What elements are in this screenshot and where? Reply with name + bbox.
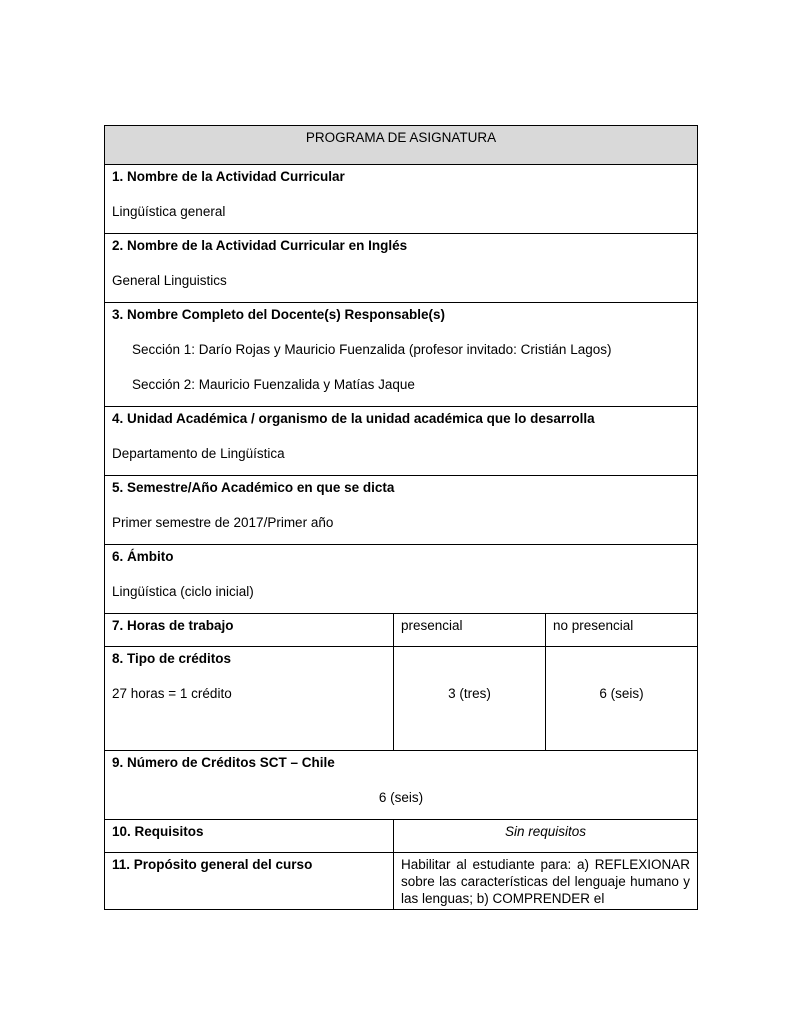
- section-1-label: 1. Nombre de la Actividad Curricular: [112, 169, 345, 184]
- section-10-value: Sin requisitos: [504, 824, 587, 839]
- section-2-row: [105, 234, 698, 303]
- section-8-presencial-value: 3 (tres): [448, 686, 491, 701]
- section-8-col-no-presencial: [546, 647, 698, 751]
- section-11-label-cell: [105, 853, 394, 910]
- section-3-cell: [105, 303, 698, 407]
- section-6-row: [105, 545, 698, 614]
- section-8-label-cell: [105, 647, 394, 751]
- section-5-label: 5. Semestre/Año Académico en que se dicta: [112, 480, 395, 495]
- section-2-cell: [105, 234, 698, 303]
- section-1-row: [105, 165, 698, 234]
- section-7-label-cell: [105, 614, 394, 647]
- section-5-row: [105, 476, 698, 545]
- section-6-label: 6. Ámbito: [112, 549, 174, 564]
- section-7-presencial: presencial: [401, 618, 463, 633]
- section-9-label: 9. Número de Créditos SCT – Chile: [112, 755, 335, 770]
- section-4-cell: [105, 407, 698, 476]
- section-8-row: [105, 647, 698, 751]
- section-7-no-presencial: no presencial: [553, 618, 634, 633]
- section-4-value: Departamento de Lingüística: [112, 446, 285, 461]
- section-9-value: 6 (seis): [378, 790, 424, 805]
- section-9-row: [105, 751, 698, 820]
- section-6-cell: [105, 545, 698, 614]
- section-11-row: [105, 853, 698, 910]
- section-1-value: Lingüística general: [112, 204, 226, 219]
- section-2-label: 2. Nombre de la Actividad Curricular en Inglés: [112, 238, 408, 253]
- section-3-row: [105, 303, 698, 407]
- section-5-cell: [105, 476, 698, 545]
- section-7-label: 7. Horas de trabajo: [112, 618, 234, 633]
- section-6-value: Lingüística (ciclo inicial): [112, 584, 254, 599]
- section-8-label: 8. Tipo de créditos: [112, 651, 232, 666]
- course-program-table: [104, 125, 698, 910]
- section-10-row: [105, 820, 698, 853]
- section-2-value: General Linguistics: [112, 273, 227, 288]
- section-10-value-cell: [394, 820, 698, 853]
- section-1-cell: [105, 165, 698, 234]
- section-7-row: [105, 614, 698, 647]
- section-3-line-2: Sección 2: Mauricio Fuenzalida y Matías Jaque: [132, 377, 415, 392]
- document-title-text: PROGRAMA DE ASIGNATURA: [305, 130, 497, 145]
- section-11-value: Habilitar al estudiante para: a) REFLEXIONAR sobre las características del lenguaje humano y las lenguas; b) COMPRENDER el: [401, 857, 691, 906]
- section-4-label: 4. Unidad Académica / organismo de la unidad académica que lo desarrolla: [112, 411, 595, 426]
- section-3-line-1: Sección 1: Darío Rojas y Mauricio Fuenzalida (profesor invitado: Cristián Lagos): [132, 342, 612, 357]
- section-9-cell: [105, 751, 698, 820]
- section-10-label-cell: [105, 820, 394, 853]
- title-row: [105, 126, 698, 165]
- section-8-col-presencial: [394, 647, 546, 751]
- section-11-label: 11. Propósito general del curso: [112, 857, 313, 872]
- section-7-col-no-presencial: [546, 614, 698, 647]
- section-5-value: Primer semestre de 2017/Primer año: [112, 515, 334, 530]
- section-10-label: 10. Requisitos: [112, 824, 204, 839]
- section-3-label: 3. Nombre Completo del Docente(s) Responsable(s): [112, 307, 446, 322]
- section-8-sub: 27 horas = 1 crédito: [112, 686, 232, 701]
- section-11-value-cell: [394, 853, 698, 910]
- section-4-row: [105, 407, 698, 476]
- section-8-no-presencial-value: 6 (seis): [599, 686, 644, 701]
- section-7-col-presencial: [394, 614, 546, 647]
- document-title: [105, 126, 698, 165]
